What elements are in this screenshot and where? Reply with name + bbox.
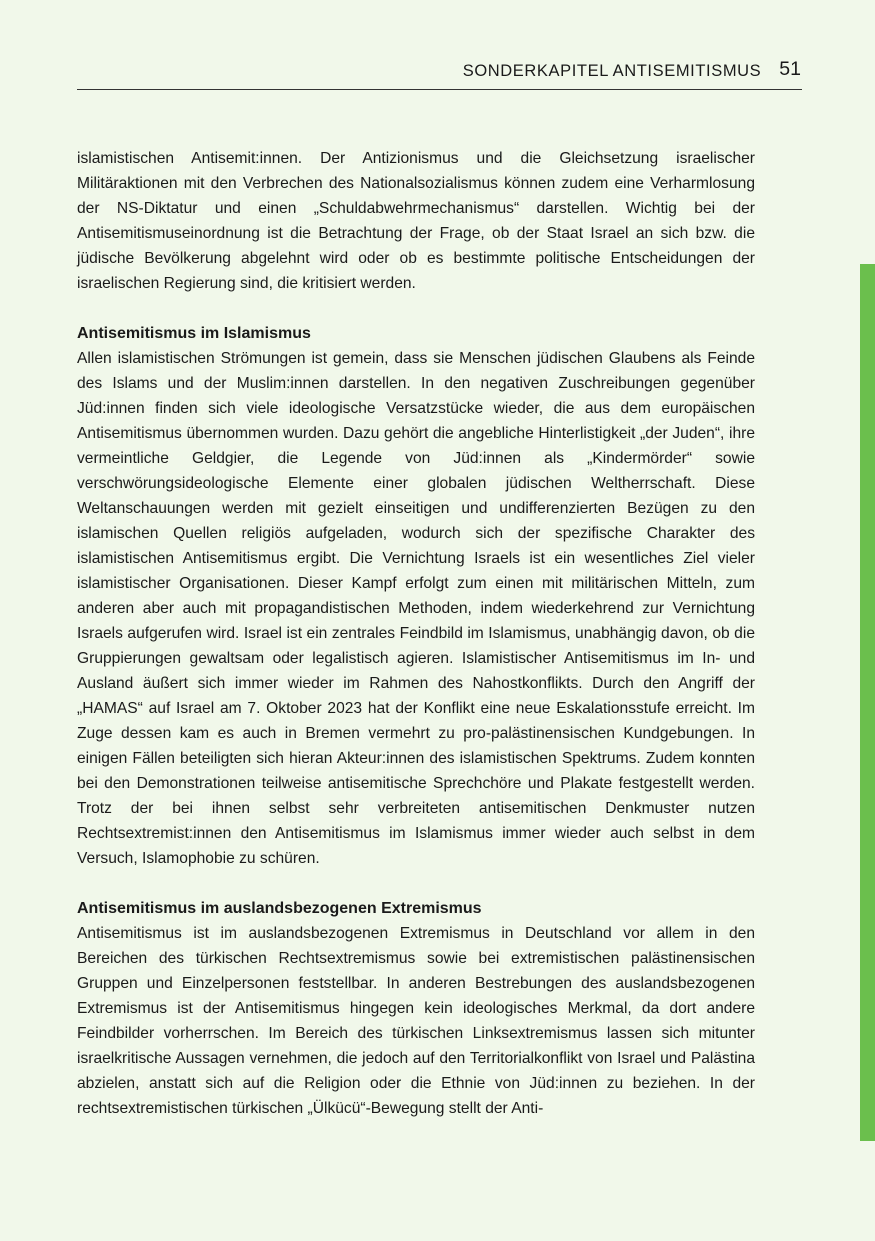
paragraph-spacer [77,296,755,321]
section-paragraph-islamismus: Allen islamistischen Strömungen ist gemein, dass sie Menschen jüdischen Glaubens als Feinde des Islams und der Muslim:innen darstellen. In den negativen Zuschreibungen gegenüber Jüd:innen finden sich viele ideologische Versatzstücke wieder, die aus dem europäischen Antisemitismus übernommen wurden. Dazu gehört die angebliche Hinterlistigkeit „der Juden“, ihre vermeintliche Geldgier, die Legende von Jüd:innen als „Kindermörder“ sowie verschwörungsideologische Elemente einer globalen jüdischen Weltherrschaft. Diese Weltanschauungen werden mit gezielt einseitigen und undifferenzierten Bezügen zu den islamischen Quellen religiös aufgeladen, wodurch sich der spezifische Charakter des islamistischen Antisemitismus ergibt. Die Vernichtung Israels ist ein wesentliches Ziel vieler islamistischer Organisationen. Dieser Kampf erfolgt zum einen mit militärischen Mitteln, zum anderen aber auch mit propagandistischen Methoden, indem wiederkehrend zur Vernichtung Israels aufgerufen wird. Israel ist ein zentrales Feindbild im Islamismus, unabhängig davon, ob die Gruppierungen gewaltsam oder legalistisch agieren. Islamistischer Antisemitismus im In- und Ausland äußert sich immer wieder im Rahmen des Nahostkonflikts. Durch den Angriff der „HAMAS“ auf Israel am 7. Oktober 2023 hat der Konflikt eine neue Eskalationsstufe erreicht. Im Zuge dessen kam es auch in Bremen vermehrt zu pro-palästinensischen Kundgebungen. In einigen Fällen beteiligten sich hieran Akteur:innen des islamistischen Spektrums. Zudem konnten bei den Demonstrationen teilweise antisemitische Sprechchöre und Plakate festgestellt werden. Trotz der bei ihnen selbst sehr verbreiteten antisemitischen Denkmuster nutzen Rechtsextremist:innen den Antisemitismus im Islamismus immer wieder auch selbst in dem Versuch, Islamophobie zu schüren. [77,350,755,867]
section-paragraph-auslandsbezogen: Antisemitismus ist im auslandsbezogenen Extremismus in Deutschland vor allem in den Bereichen des türkischen Rechtsextremismus sowie bei extremistischen palästinensischen Gruppen und Einzelpersonen feststellbar. In anderen Bestrebungen des auslandsbezogenen Extremismus ist der Antisemitismus hingegen kein ideologisches Merkmal, da dort andere Feindbilder vorherrschen. Im Bereich des türkischen Linksextremismus lassen sich mitunter israelkritische Aussagen vernehmen, die jedoch auf den Territorialkonflikt von Israel und Palästina abzielen, anstatt sich auf die Religion oder die Ethnie von Jüd:innen zu beziehen. In der rechtsextremistischen türkischen „Ülkücü“-Bewegung stellt der Anti- [77,925,755,1117]
paragraph-spacer [77,871,755,896]
chapter-color-bar [860,264,875,1141]
page-number: 51 [779,58,801,80]
page-body [77,146,755,1121]
section-heading-islamismus: Antisemitismus im Islamismus [77,325,311,342]
running-title: SONDERKAPITEL ANTISEMITISMUS [462,62,762,80]
section-heading-auslandsbezogen: Antisemitismus im auslandsbezogenen Extremismus [77,900,482,917]
intro-paragraph: islamistischen Antisemit:innen. Der Antizionismus und die Gleichsetzung israelischer Militäraktionen mit den Verbrechen des Nationalsozialismus können zudem eine Verharmlosung der NS-Diktatur und einen „Schuldabwehrmechanismus“ darstellen. Wichtig bei der Antisemitismuseinordnung ist die Betrachtung der Frage, ob der Staat Israel an sich bzw. die jüdische Bevölkerung abgelehnt wird oder ob es bestimmte politische Entscheidungen der israelischen Regierung sind, die kritisiert werden. [77,150,755,292]
running-header [77,58,802,90]
